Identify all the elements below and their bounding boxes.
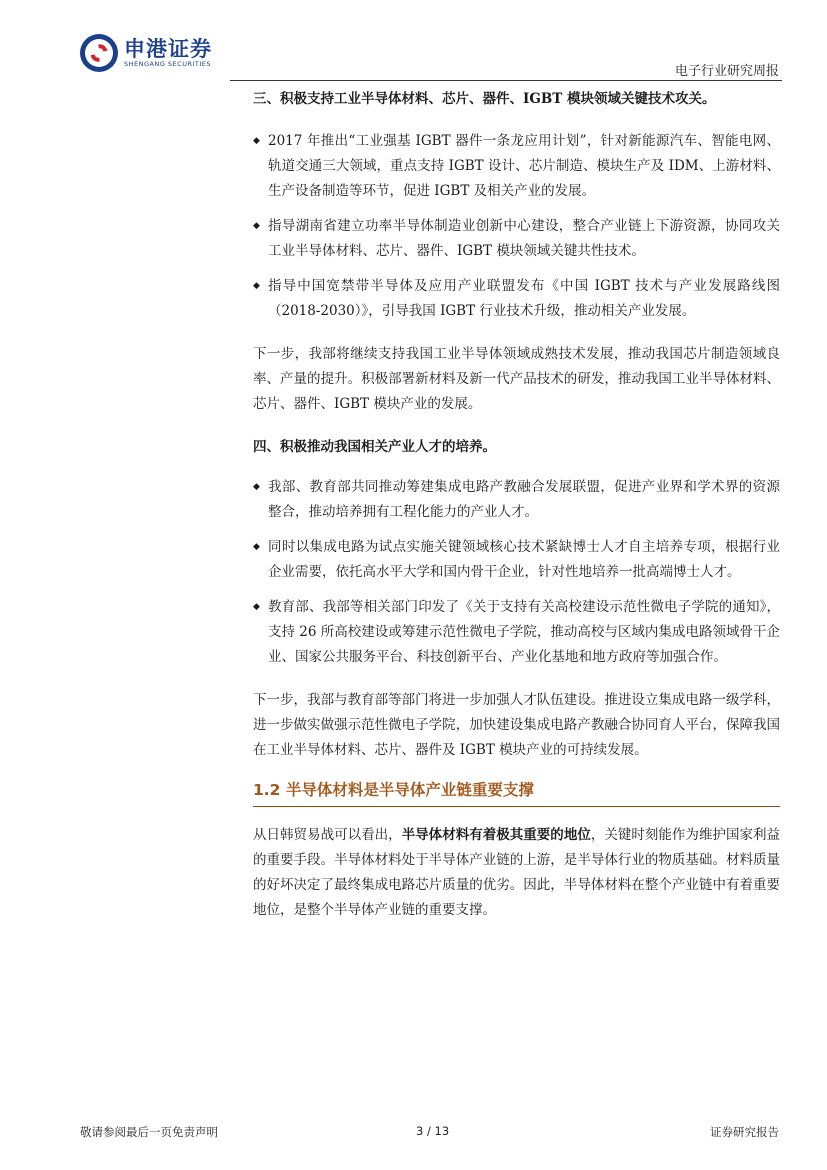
section-3-next-step: 下一步，我部将继续支持我国工业半导体领域成熟技术发展，推动我国芯片制造领域良率、产量的提升。积极部署新材料及新一代产品技术的研发，推动我国工业半导体材料、芯片、器件、IGBT 模块产业的发展。: [253, 346, 780, 412]
header-divider: [230, 80, 782, 81]
logo-name-cn: 申港证券: [124, 36, 212, 61]
subsection-title: 1.2 半导体材料是半导体产业链重要支撑: [253, 781, 534, 799]
section-4-bullet-3: ◆ 教育部、我部等相关部门印发了《关于支持有关高校建设示范性微电子学院的通知》，支持 26 所高校建设或筹建示范性微电子学院，推动高校与区域内集成电路领域骨干企业、国家公共服务平台、科技创新平台、产业化基地和地方政府等加强合作。: [253, 595, 780, 670]
report-type: 电子行业研究周报: [674, 64, 779, 79]
section-3-heading: 三、积极支持工业半导体材料、芯片、器件、IGBT 模块领域关键技术攻关。: [253, 91, 716, 107]
section-3-bullet-2: ◆ 指导湖南省建立功率半导体制造业创新中心建设，整合产业链上下游资源，协同攻关工业半导体材料、芯片、器件、IGBT 模块领域关键共性技术。: [253, 214, 780, 264]
section-4-bullet-1: ◆ 我部、教育部共同推动筹建集成电路产教融合发展联盟，促进产业界和学术界的资源整合，推动培养拥有工程化能力的产业人才。: [253, 475, 780, 525]
paragraph-rest: ，关键时刻能作为维护国家利益的重要手段。半导体材料处于半导体产业链的上游，是半导体行业的物质基础。材料质量的好坏决定了最终集成电路芯片质量的优劣。因此，半导体材料在整个产业链中有着重要地位，是整个半导体产业链的重要支撑。: [253, 827, 781, 918]
paragraph-lead: 从日韩贸易战可以看出，: [253, 827, 402, 843]
page-body: [253, 86, 780, 923]
footer-doc-type: 证券研究报告: [710, 1125, 779, 1139]
section-3-bullet-1: ◆ 2017 年推出“工业强基 IGBT 器件一条龙应用计划”，针对新能源汽车、智能电网、轨道交通三大领域，重点支持 IGBT 设计、芯片制造、模块生产及 IDM、上游材料、生产设备制造等环节，促进 IGBT 及相关产业的发展。: [253, 129, 780, 204]
logo-name-en: SHENGANG SECURITIES: [124, 59, 212, 68]
page-number: 3 / 13: [416, 1124, 450, 1138]
section-4-heading: 四、积极推动我国相关产业人才的培养。: [253, 439, 496, 455]
logo-text: [124, 38, 212, 69]
subsection-paragraph: [253, 823, 780, 923]
footer-disclaimer: 敬请参阅最后一页免责声明: [80, 1125, 218, 1139]
logo-emblem-icon: [80, 34, 118, 72]
section-3-bullet-3: ◆ 指导中国宽禁带半导体及应用产业联盟发布《中国 IGBT 技术与产业发展路线图（2018-2030）》，引导我国 IGBT 行业技术升级，推动相关产业发展。: [253, 274, 780, 324]
company-logo: [80, 34, 212, 72]
paragraph-emphasis: 半导体材料有着极其重要的地位: [401, 827, 591, 843]
subsection-heading-block: [253, 777, 780, 807]
section-4-next-step: 下一步，我部与教育部等部门将进一步加强人才队伍建设。推进设立集成电路一级学科，进一步做实做强示范性微电子学院，加快建设集成电路产教融合协同育人平台，保障我国在工业半导体材料、芯片、器件及 IGBT 模块产业的可持续发展。: [253, 692, 780, 758]
page-header: [0, 0, 827, 82]
section-4-bullet-2: ◆ 同时以集成电路为试点实施关键领域核心技术紧缺博士人才自主培养专项，根据行业企业需要，依托高水平大学和国内骨干企业，针对性地培养一批高端博士人才。: [253, 535, 780, 585]
